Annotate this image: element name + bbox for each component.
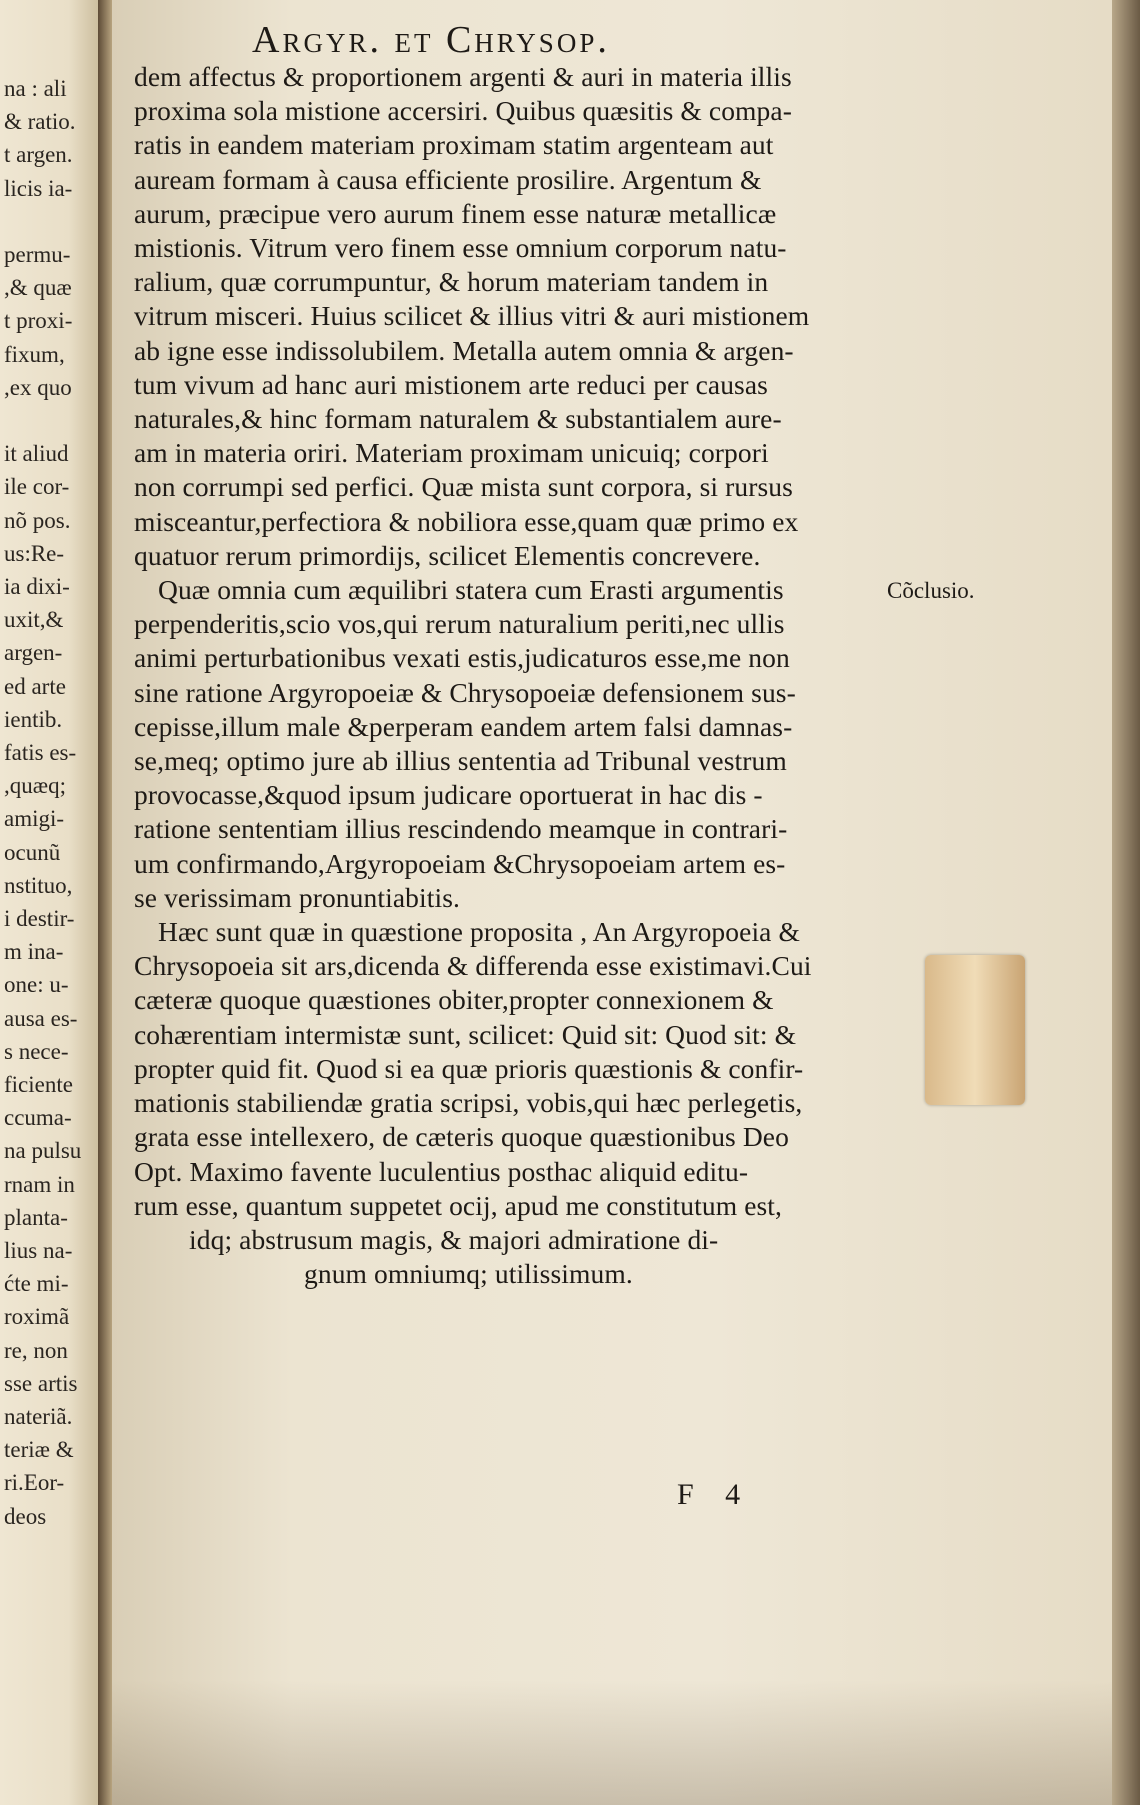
text-line: provocasse,&quod ipsum judicare oportuerat in hac dis -: [134, 779, 763, 811]
text-line: tum vivum ad hanc auri mistionem arte reduci per causas: [134, 368, 768, 400]
text-line: ratione sententiam illius rescindendo meamque in contrari-: [134, 813, 788, 845]
text-line: Chrysopoeia sit ars,dicenda & differenda esse existimavi.Cui: [134, 950, 812, 982]
bookmark-tab: [925, 955, 1025, 1105]
text-line: cæteræ quoque quæstiones obiter,propter connexionem &: [134, 984, 774, 1016]
left-page-fragment: ientib.: [4, 706, 63, 732]
left-page-fragment: na pulsu: [4, 1138, 82, 1164]
text-line: misceantur,perfectiora & nobiliora esse,quam quæ primo ex: [134, 505, 799, 537]
left-page-fragment: amigi-: [4, 806, 65, 832]
left-page-fragment: argen-: [4, 640, 63, 666]
text-line: quatuor rerum primordijs, scilicet Elementis concrevere.: [134, 539, 761, 571]
text-line: non corrumpi sed perfici. Quæ mista sunt corpora, si rursus: [134, 471, 793, 503]
left-page-fragment: ed arte: [4, 673, 66, 699]
left-page-fragment: fatis es-: [4, 740, 77, 765]
left-page-fragment: ccuma-: [4, 1105, 72, 1131]
left-page-fragment: ri.Eor-: [4, 1470, 65, 1496]
left-page-fragment: t proxi-: [4, 308, 73, 334]
text-line: propter quid fit. Quod si ea quæ prioris quæstionis & confir-: [134, 1052, 804, 1084]
left-page-fragment: ,& quæ: [4, 275, 72, 301]
text-line: aurum, præcipue vero aurum finem esse naturæ metallicæ: [134, 197, 777, 229]
text-line: am in materia oriri. Materiam proximam unicuiq; corpori: [134, 437, 769, 469]
text-line: cohærentiam intermistæ sunt, scilicet: Quid sit: Quod sit: &: [134, 1018, 797, 1050]
left-page-fragment: lius na-: [4, 1238, 73, 1263]
left-page-fragment: sse artis: [4, 1370, 78, 1396]
text-line: se verissimam pronuntiabitis.: [134, 881, 460, 913]
left-page-fragment: nstituo,: [4, 872, 73, 898]
right-page-edge: [1112, 0, 1140, 1805]
body-text: [134, 60, 984, 1291]
main-page: [112, 0, 1112, 1805]
left-page-fragment: one: u-: [4, 972, 69, 998]
text-line: naturales,& hinc formam naturalem & substantialem aure-: [134, 403, 782, 435]
text-line: ab igne esse indissolubilem. Metalla autem omnia & argen-: [134, 334, 794, 366]
text-line: perpenderitis,scio vos,qui rerum naturalium periti,nec ullis: [134, 608, 785, 640]
text-line: cepisse,illum male &perperam eandem artem falsi damnas-: [134, 710, 793, 742]
left-page-fragment: s nece-: [4, 1038, 69, 1064]
left-page-fragment: na : ali: [4, 76, 67, 101]
text-line: dem affectus & proportionem argenti & auri in materia illis: [134, 61, 792, 92]
left-page-fragment: ausa es-: [4, 1005, 78, 1031]
text-line: mistionis. Vitrum vero finem esse omnium corporum natu-: [134, 232, 787, 264]
page-shadow: [112, 1680, 1112, 1805]
left-page-fragment: ćte mi-: [4, 1271, 69, 1297]
left-page-fragment: nõ pos.: [4, 507, 71, 533]
text-line: se,meq; optimo jure ab illius sententia ad Tribunal vestrum: [134, 745, 787, 777]
left-page-fragment: ,ex quo: [4, 374, 72, 400]
running-head: Argyr. et Chrysop.: [252, 19, 610, 61]
text-line: vitrum misceri. Huius scilicet & illius vitri & auri mistionem: [134, 300, 810, 332]
margin-note: Cõclusio.: [887, 578, 975, 603]
text-line: Quæ omnia cum æquilibri statera cum Erasti argumentis: [158, 574, 784, 606]
left-page-fragment: planta-: [4, 1204, 68, 1230]
left-page-fragment: permu-: [4, 242, 71, 267]
left-page-edge: [0, 0, 100, 1805]
left-page-fragment: ficiente: [4, 1072, 73, 1097]
left-page-fragment: re, non: [4, 1337, 68, 1363]
left-page-fragment: deos: [4, 1503, 47, 1529]
text-line: mationis stabiliendæ gratia scripsi, vobis,qui hæc perlegetis,: [134, 1087, 803, 1119]
text-line: gnum omniumq; utilissimum.: [304, 1258, 633, 1290]
left-page-fragment: it aliud: [4, 441, 69, 467]
left-page-fragment: fixum,: [4, 341, 65, 367]
signature-mark: F 4: [677, 1478, 753, 1511]
book-gutter: [98, 0, 112, 1805]
text-line: grata esse intellexero, de cæteris quoque quæstionibus Deo: [134, 1121, 789, 1153]
left-page-fragment: teriæ &: [4, 1437, 74, 1463]
text-line: animi perturbationibus vexati estis,judicaturos esse,me non: [134, 642, 790, 674]
left-page-fragment: t argen.: [4, 142, 73, 168]
text-line: rum esse, quantum suppetet ocij, apud me constitutum est,: [134, 1189, 783, 1221]
text-line: proxima sola mistione accersiri. Quibus quæsitis & compa-: [134, 95, 792, 127]
left-page-fragment: us:Re-: [4, 540, 65, 566]
left-page-fragment: ,quæq;: [4, 773, 66, 799]
left-page-fragment: & ratio.: [4, 109, 76, 135]
left-page-fragment: uxit,&: [4, 607, 64, 633]
text-line: sine ratione Argyropoeiæ & Chrysopoeiæ defensionem sus-: [134, 676, 796, 708]
text-line: ratis in eandem materiam proximam statim argenteam aut: [134, 129, 774, 161]
text-line: um confirmando,Argyropoeiam &Chrysopoeiam artem es-: [134, 847, 786, 879]
text-line: idq; abstrusum magis, & majori admiratione di-: [189, 1223, 719, 1255]
left-page-fragment: rnam in: [4, 1171, 75, 1197]
left-page-fragment: ocunũ: [4, 839, 61, 865]
text-line: ralium, quæ corrumpuntur, & horum materiam tandem in: [134, 266, 769, 298]
left-page-fragment: roximã: [4, 1304, 70, 1330]
left-page-fragment: ile cor-: [4, 474, 70, 500]
left-page-fragment: licis ia-: [4, 175, 73, 201]
text-line: auream formam à causa efficiente prosilire. Argentum &: [134, 163, 762, 195]
left-page-fragment: ia dixi-: [4, 574, 70, 599]
text-line: Hæc sunt quæ in quæstione proposita , An Argyropoeia &: [158, 916, 800, 948]
text-line: Opt. Maximo favente luculentius posthac aliquid editu-: [134, 1155, 749, 1187]
left-page-fragment: m ina-: [4, 939, 64, 965]
left-page-fragment: i destir-: [4, 906, 75, 931]
left-page-fragment: nateriã.: [4, 1404, 73, 1429]
